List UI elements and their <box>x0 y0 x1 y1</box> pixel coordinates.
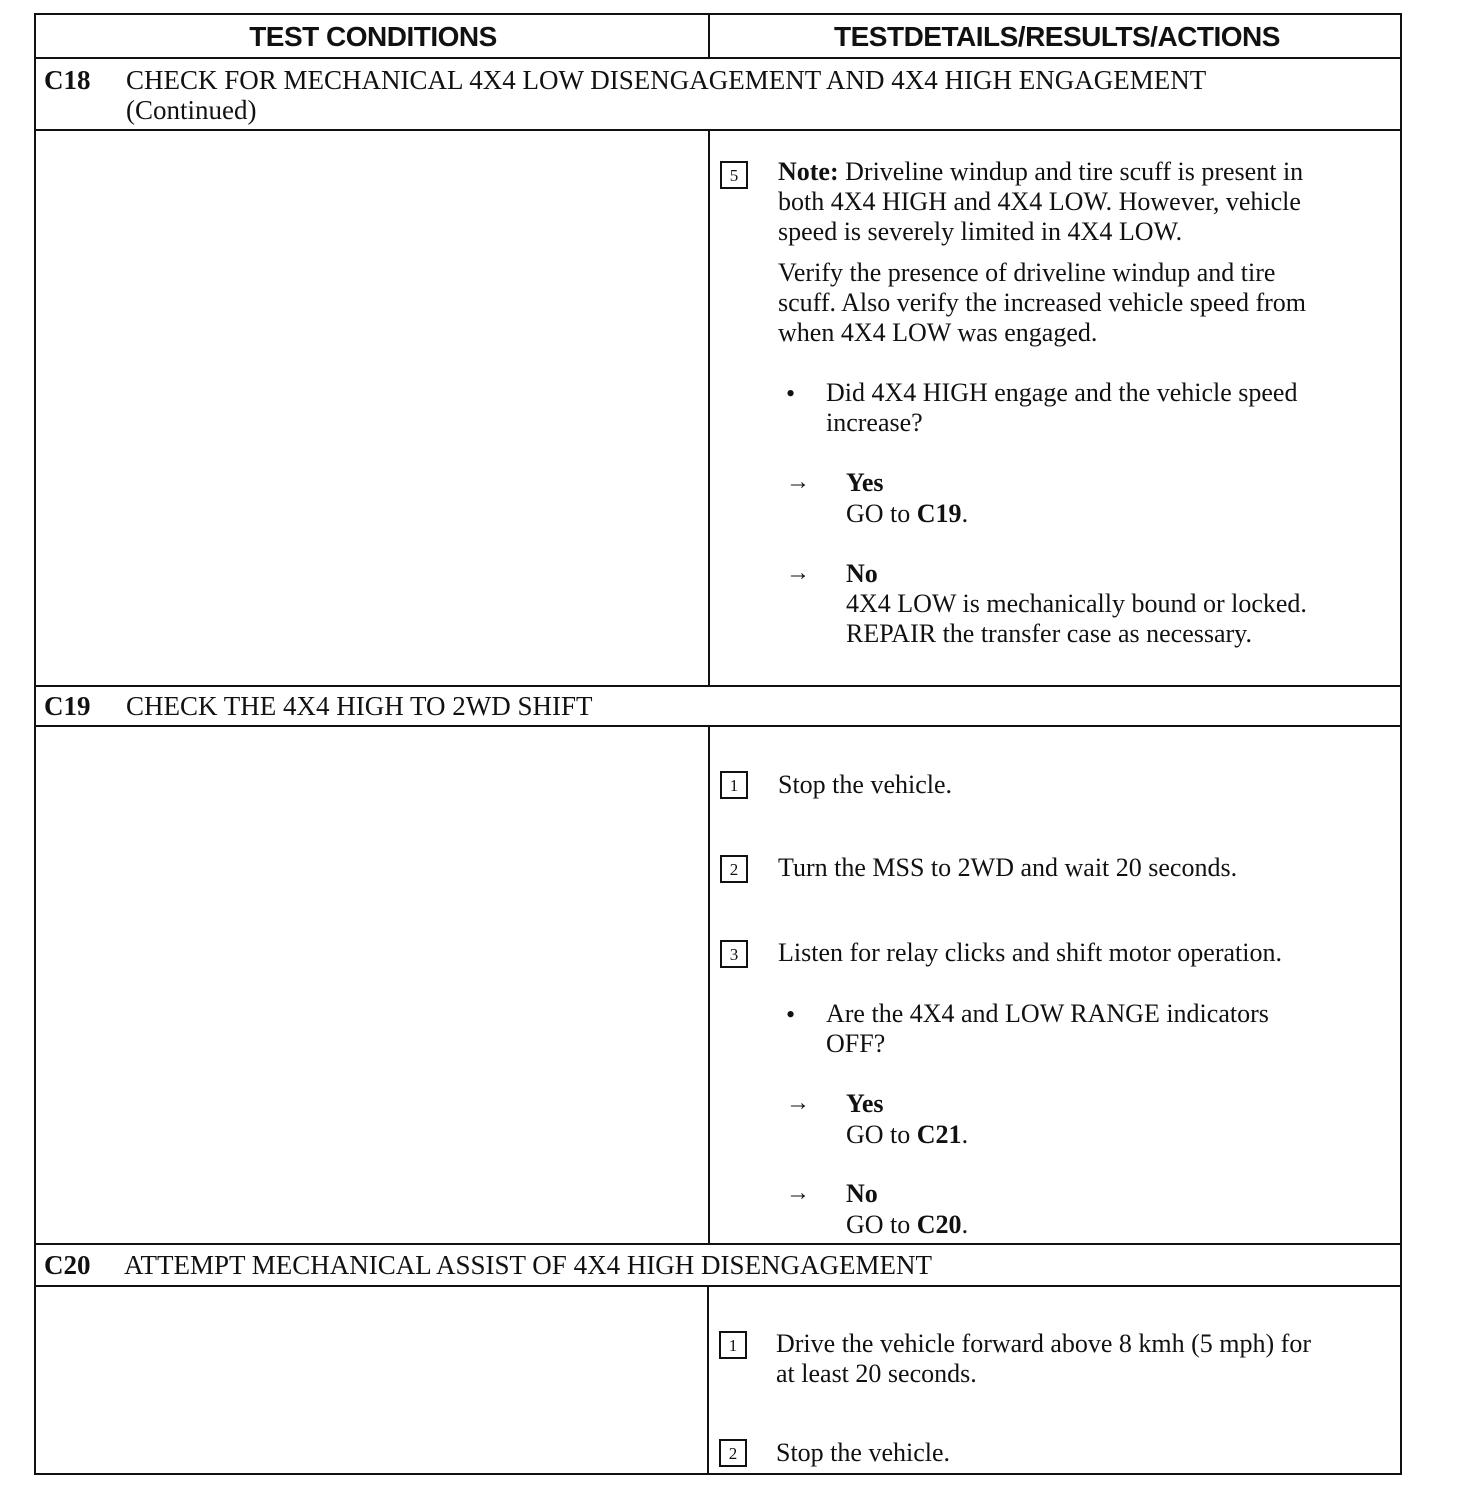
c19-id: C19 <box>44 691 91 721</box>
verify-line3: when 4X4 LOW was engaged. <box>778 318 1098 347</box>
c19-step-2-text: Turn the MSS to 2WD and wait 20 seconds. <box>778 853 1238 882</box>
column-divider <box>708 131 710 687</box>
verify-line2: scuff. Also verify the increased vehicle speed from <box>778 288 1306 317</box>
c19-question-line1: Are the 4X4 and LOW RANGE indicators <box>826 999 1269 1028</box>
c18-bullet-icon: • <box>786 379 796 408</box>
header-test-details: TESTDETAILS/RESULTS/ACTIONS <box>834 21 1280 52</box>
c19-yes-action: GO to C21. <box>846 1120 969 1149</box>
c19-yes-label: Yes <box>846 1089 884 1118</box>
c19-body-row <box>36 727 1400 1245</box>
header-test-conditions: TEST CONDITIONS <box>249 21 497 52</box>
c19-no-arrow-icon: → <box>786 1180 810 1206</box>
c19-no-action: GO to C20. <box>846 1210 969 1239</box>
note-line1: Driveline windup and tire scuff is present in <box>838 157 1304 186</box>
c19-title: CHECK THE 4X4 HIGH TO 2WD SHIFT <box>126 691 593 721</box>
c19-no-label: No <box>846 1179 878 1208</box>
test-procedure-table <box>34 13 1402 1475</box>
c18-yes-arrow-icon: → <box>786 469 810 495</box>
c18-question-line2: increase? <box>826 408 923 437</box>
c18-no-label: No <box>846 559 878 588</box>
c20-title: ATTEMPT MECHANICAL ASSIST OF 4X4 HIGH DISENGAGEMENT <box>124 1250 933 1280</box>
note-line3: speed is severely limited in 4X4 LOW. <box>778 217 1183 246</box>
c18-yes-target-link: C19 <box>916 499 962 528</box>
c19-step-3-box: 3 <box>720 940 748 968</box>
note-line2: both 4X4 HIGH and 4X4 LOW. However, vehicle <box>778 187 1301 216</box>
c19-step-1-box: 1 <box>720 771 748 799</box>
c19-step-2-box: 2 <box>720 855 748 883</box>
c19-yes-arrow-icon: → <box>786 1090 810 1116</box>
c20-step-1-line1: Drive the vehicle forward above 8 kmh (5 mph) for <box>776 1329 1311 1358</box>
c18-note <box>778 157 1303 187</box>
c20-step-1-line2: at least 20 seconds. <box>776 1359 977 1388</box>
c19-yes-target-link: C21 <box>916 1120 962 1149</box>
c18-yes-action: GO to C19. <box>846 499 969 528</box>
c18-question-line1: Did 4X4 HIGH engage and the vehicle speed <box>826 378 1298 407</box>
step-5-box: 5 <box>720 161 748 189</box>
c19-no-target-link: C20 <box>916 1210 962 1239</box>
column-divider <box>708 15 710 59</box>
verify-line1: Verify the presence of driveline windup and tire <box>778 258 1276 287</box>
c19-bullet-icon: • <box>786 1000 796 1029</box>
c18-title-line1: CHECK FOR MECHANICAL 4X4 LOW DISENGAGEMENT AND 4X4 HIGH ENGAGEMENT <box>126 65 1207 95</box>
c19-step-3-text: Listen for relay clicks and shift motor operation. <box>778 938 1282 967</box>
c20-step-2-box: 2 <box>719 1439 747 1467</box>
c19-step-1-text: Stop the vehicle. <box>778 770 953 799</box>
note-label: Note: <box>778 157 839 186</box>
c18-yes-label: Yes <box>846 468 884 497</box>
c18-no-arrow-icon: → <box>786 560 810 586</box>
c20-id: C20 <box>44 1250 91 1280</box>
c20-step-2-text: Stop the vehicle. <box>776 1438 951 1467</box>
c18-no-line1: 4X4 LOW is mechanically bound or locked. <box>846 589 1307 618</box>
column-divider <box>708 727 710 1245</box>
c18-title-line2: (Continued) <box>126 95 257 125</box>
c18-id: C18 <box>44 65 91 95</box>
c19-question-line2: OFF? <box>826 1029 886 1058</box>
c20-step-1-box: 1 <box>719 1331 747 1359</box>
column-divider <box>707 1287 709 1475</box>
c18-no-line2: REPAIR the transfer case as necessary. <box>846 619 1252 648</box>
